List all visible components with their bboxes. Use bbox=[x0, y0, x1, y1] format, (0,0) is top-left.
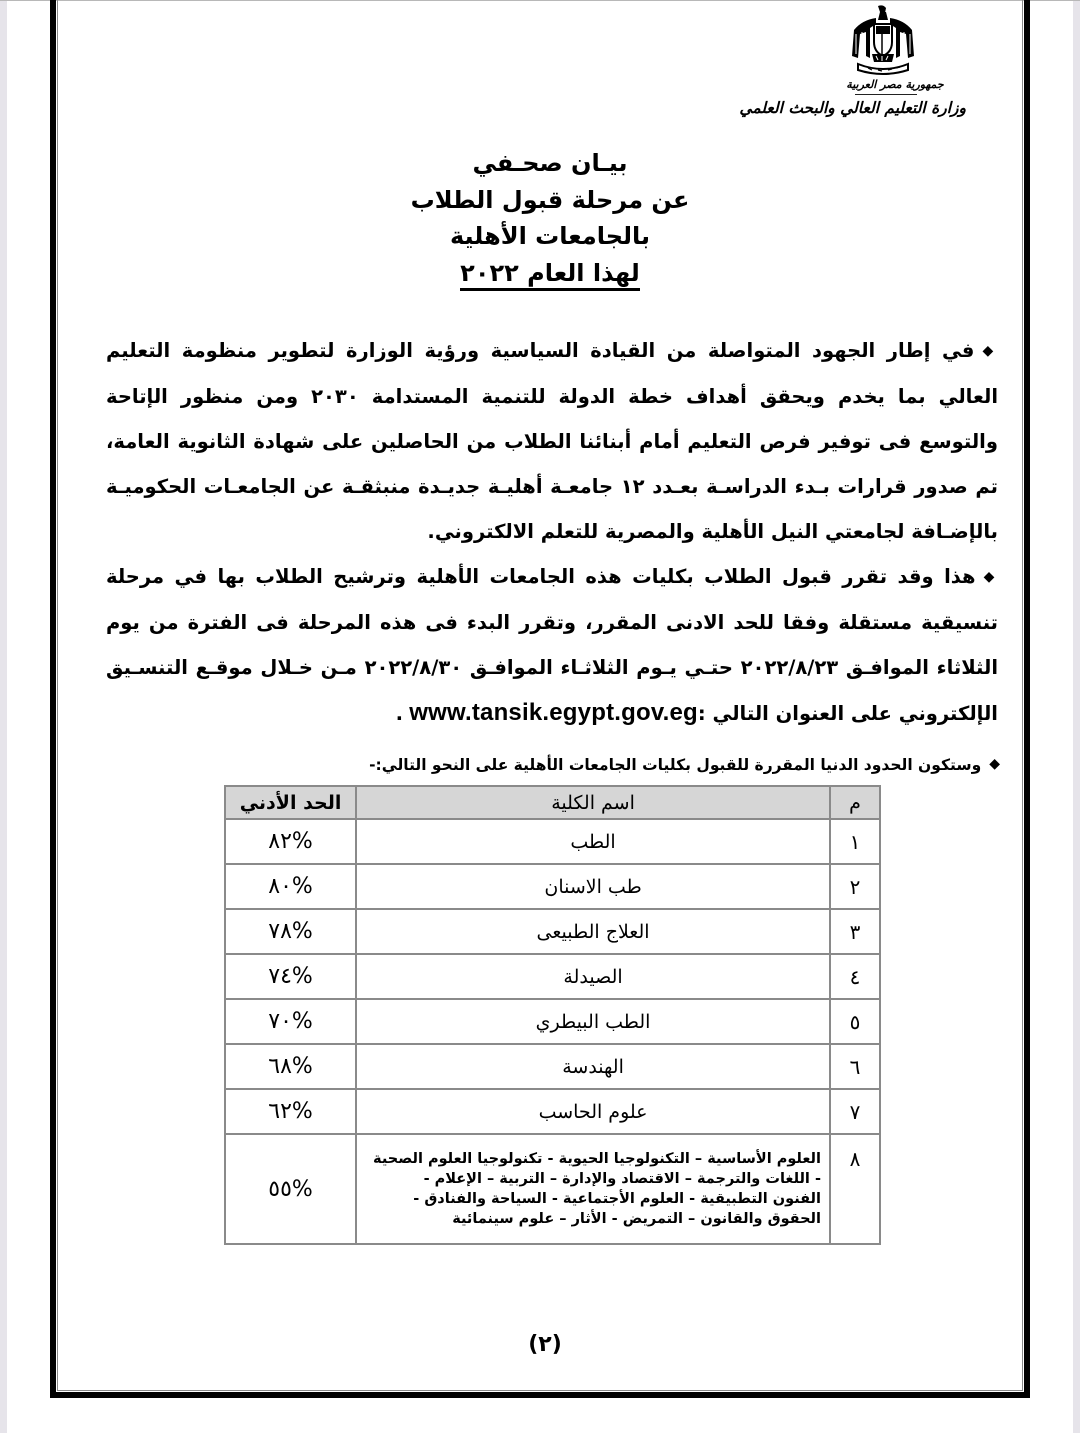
viewer-left-edge bbox=[0, 0, 7, 1433]
college-name: الطب البيطري bbox=[356, 999, 830, 1044]
minimum-grade: %٦٨ bbox=[225, 1044, 356, 1089]
row-number: ٢ bbox=[830, 864, 880, 909]
tansik-website-link[interactable]: www.tansik.egypt.gov.eg bbox=[409, 699, 698, 726]
page-number: (٢) bbox=[528, 1332, 562, 1357]
minimum-grade: %٦٢ bbox=[225, 1089, 356, 1134]
egypt-eagle-emblem-icon bbox=[848, 4, 918, 76]
viewer-right-edge bbox=[1073, 0, 1080, 1433]
table-header-row bbox=[225, 786, 880, 819]
college-name: طب الاسنان bbox=[356, 864, 830, 909]
college-name: الهندسة bbox=[356, 1044, 830, 1089]
paragraph-2-end: . bbox=[395, 702, 410, 725]
title-line-2: عن مرحلة قبول الطلاب bbox=[410, 185, 690, 214]
letterhead bbox=[739, 4, 980, 119]
letterhead-country: جمهورية مصر العربية bbox=[846, 78, 944, 91]
header-minimum-grade: الحد الأدني bbox=[225, 786, 356, 819]
college-name: الصيدلة bbox=[356, 954, 830, 999]
college-name: علوم الحاسب bbox=[356, 1089, 830, 1134]
title-line-3: بالجامعات الأهلية bbox=[449, 222, 651, 250]
table-row bbox=[225, 909, 880, 954]
minimum-grades-table bbox=[224, 785, 881, 1245]
header-number: م bbox=[830, 786, 880, 819]
minimum-grade: %٨٢ bbox=[225, 819, 356, 864]
table-row bbox=[225, 819, 880, 864]
table-row bbox=[225, 999, 880, 1044]
row-number: ٦ bbox=[830, 1044, 880, 1089]
row-number: ٣ bbox=[830, 909, 880, 954]
minimum-grade: %٨٠ bbox=[225, 864, 356, 909]
title-line-4: لهذا العام ٢٠٢٢ bbox=[460, 259, 640, 291]
college-name: الطب bbox=[356, 819, 830, 864]
diamond-bullet-icon: ◆ bbox=[989, 756, 1000, 772]
minimum-grade: %٥٥ bbox=[225, 1134, 356, 1244]
row-number: ٤ bbox=[830, 954, 880, 999]
diamond-bullet-icon: ◆ bbox=[982, 343, 998, 359]
title-line-1: بيـان صحـفي bbox=[472, 149, 628, 177]
letterhead-divider bbox=[855, 94, 917, 95]
college-name: العلاج الطبيعى bbox=[356, 909, 830, 954]
table-row bbox=[225, 1044, 880, 1089]
table-row bbox=[225, 864, 880, 909]
table-row bbox=[225, 954, 880, 999]
paragraph-2-text: هذا وقد تقرر قبول الطلاب بكليات هذه الجامعات الأهلية وترشيح الطلاب بها في مرحلة تنسيقية مستقلة وفقا للحد الادنى المقرر، وتقرر البدء فى هذه المرحلة فى الفترة من يوم الثلاثاء الموافـق ٢٠٢٢/٨/٢٣ حتـي يـوم الثلاثـاء الموافـق ٢٠٢٢/٨/٣٠ مـن خـلال موقـع التنسـيق الإلكتروني على العنوان التالي : bbox=[106, 565, 998, 725]
minimum-grade: %٧٨ bbox=[225, 909, 356, 954]
minimum-grade: %٧٤ bbox=[225, 954, 356, 999]
row-number: ١ bbox=[830, 819, 880, 864]
paragraph-3 bbox=[120, 752, 1000, 777]
diamond-bullet-icon: ◆ bbox=[983, 569, 998, 585]
table-row bbox=[225, 1134, 880, 1244]
minimum-grade: %٧٠ bbox=[225, 999, 356, 1044]
row-number: ٥ bbox=[830, 999, 880, 1044]
college-name: العلوم الأساسية – التكنولوجيا الحيوية - تكنولوجيا العلوم الصحية - اللغات والترجمة – الاقتصاد والإدارة – التربية – الإعلام - الفنون التطبيقية - العلوم الأجتماعية - السياحة والفنادق - الحقوق والقانون – التمريض - الأثار – علوم سينمائية bbox=[356, 1134, 830, 1244]
paragraph-1-text: في إطار الجهود المتواصلة من القيادة السياسية ورؤية الوزارة لتطوير منظومة التعليم العالي بما يخدم ويحقق أهداف خطة الدولة للتنمية المستدامة ٢٠٣٠ ومن منظور الإتاحة والتوسع فى توفير فرص التعليم أمام أبنائنا الطلاب من الحاصلين على شهادة الثانوية العامة، تم صدور قرارات بـدء الدراسـة بعـدد ١٢ جامعـة أهليـة جديـدة منبثقـة عن الجامعـات الحكوميـة بالإضـافة لجامعتي النيل الأهلية والمصرية للتعلم الالكتروني. bbox=[106, 339, 998, 543]
paragraph-2 bbox=[106, 554, 998, 736]
press-release-title bbox=[380, 145, 720, 291]
header-college-name: اسم الكلية bbox=[356, 786, 830, 819]
paragraph-1 bbox=[106, 328, 998, 554]
letterhead-ministry: وزارة التعليم العالي والبحث العلمي bbox=[739, 98, 966, 117]
paragraph-3-text: وستكون الحدود الدنيا المقررة للقبول بكليات الجامعات الأهلية على النحو التالي:- bbox=[369, 756, 982, 774]
row-number: ٧ bbox=[830, 1089, 880, 1134]
row-number: ٨ bbox=[830, 1134, 880, 1244]
table-row bbox=[225, 1089, 880, 1134]
